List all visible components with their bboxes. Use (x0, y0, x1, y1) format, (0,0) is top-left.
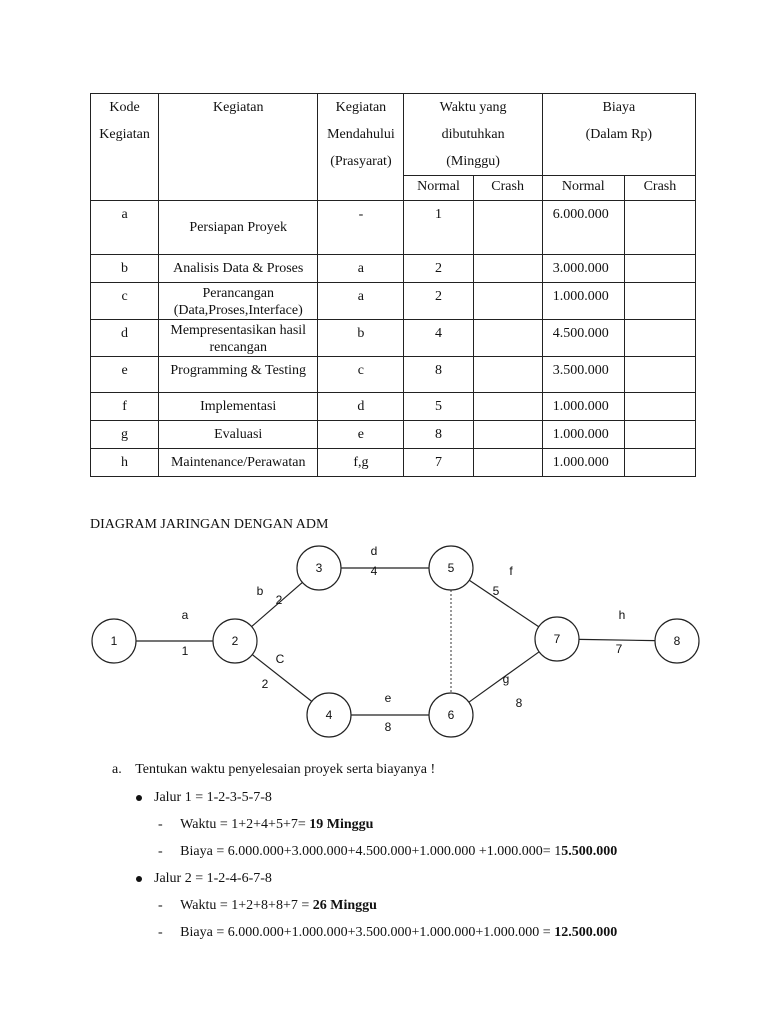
network-diagram (0, 540, 768, 750)
waktu-crash-cell (473, 201, 542, 255)
biaya-crash-cell (624, 393, 695, 421)
kode-cell: f (91, 393, 159, 421)
waktu-normal-cell: 4 (404, 320, 473, 357)
bullet-icon (136, 876, 142, 882)
kode-cell: e (91, 357, 159, 393)
question-a (112, 762, 435, 778)
header-kegiatan: Kegiatan (159, 94, 318, 201)
table-row (91, 283, 696, 320)
waktu-normal-cell: 7 (404, 449, 473, 477)
bullet-icon (136, 795, 142, 801)
kode-cell: b (91, 255, 159, 283)
activity-label-d: d (370, 544, 378, 558)
diagram-title: DIAGRAM JARINGAN DENGAN ADM (90, 517, 329, 532)
kegiatan-cell: Mempresentasikan hasil rencangan (159, 320, 318, 357)
question-marker: a. (112, 762, 122, 777)
path-2-waktu: - Waktu = 1+2+8+8+7 = 26 Minggu (158, 898, 377, 913)
prasyarat-cell: d (318, 393, 404, 421)
activity-label-a: a (181, 608, 189, 622)
activity-label-h: h (618, 608, 626, 622)
node-label-8: 8 (673, 634, 681, 648)
edge-7-8 (579, 639, 655, 640)
path-2-label: Jalur 2 = 1-2-4-6-7-8 (136, 871, 272, 887)
biaya-crash-cell (624, 421, 695, 449)
table-row (91, 320, 696, 357)
kode-cell: d (91, 320, 159, 357)
node-label-1: 1 (110, 634, 118, 648)
node-label-7: 7 (553, 632, 561, 646)
biaya-normal-cell: 4.500.000 (542, 320, 624, 357)
kegiatan-cell: Persiapan Proyek (159, 201, 318, 255)
waktu-crash-cell (473, 255, 542, 283)
node-label-6: 6 (447, 708, 455, 722)
header-biaya-normal: Normal (542, 176, 624, 201)
waktu-crash-cell (473, 357, 542, 393)
table-row (91, 393, 696, 421)
duration-label-f: 5 (492, 584, 500, 598)
biaya-crash-cell (624, 201, 695, 255)
biaya-normal-cell: 1.000.000 (542, 393, 624, 421)
duration-label-C: 2 (261, 677, 269, 691)
kode-cell: h (91, 449, 159, 477)
node-label-2: 2 (231, 634, 239, 648)
kegiatan-cell: Analisis Data & Proses (159, 255, 318, 283)
question-text: Tentukan waktu penyelesaian proyek serta biayanya ! (135, 762, 436, 777)
table-row (91, 255, 696, 283)
waktu-normal-cell: 5 (404, 393, 473, 421)
waktu-crash-cell (473, 393, 542, 421)
table-row (91, 421, 696, 449)
prasyarat-cell: f,g (318, 449, 404, 477)
biaya-normal-cell: 1.000.000 (542, 421, 624, 449)
duration-label-d: 4 (370, 564, 378, 578)
header-waktu: Waktu yang dibutuhkan (Minggu) (404, 94, 542, 176)
activity-label-b: b (256, 584, 264, 598)
kode-cell: g (91, 421, 159, 449)
table-row (91, 357, 696, 393)
header-waktu-crash: Crash (473, 176, 542, 201)
activity-label-f: f (509, 564, 513, 578)
duration-label-b: 2 (275, 593, 283, 607)
kegiatan-cell: Perancangan (Data,Proses,Interface) (159, 283, 318, 320)
biaya-normal-cell: 3.500.000 (542, 357, 624, 393)
node-label-4: 4 (325, 708, 333, 722)
path-1-waktu: - Waktu = 1+2+4+5+7= 19 Minggu (158, 817, 374, 832)
prasyarat-cell: - (318, 201, 404, 255)
biaya-crash-cell (624, 320, 695, 357)
header-biaya-crash: Crash (624, 176, 695, 201)
prasyarat-cell: c (318, 357, 404, 393)
table-row (91, 449, 696, 477)
header-biaya: Biaya (Dalam Rp) (542, 94, 695, 176)
header-waktu-normal: Normal (404, 176, 473, 201)
waktu-crash-cell (473, 449, 542, 477)
waktu-normal-cell: 8 (404, 357, 473, 393)
prasyarat-cell: a (318, 283, 404, 320)
header-kode: Kode Kegiatan (91, 94, 159, 201)
prasyarat-cell: e (318, 421, 404, 449)
waktu-crash-cell (473, 283, 542, 320)
path-1-label: Jalur 1 = 1-2-3-5-7-8 (136, 790, 272, 806)
edge-5-7 (469, 580, 538, 627)
duration-label-a: 1 (181, 644, 189, 658)
duration-label-g: 8 (515, 696, 523, 710)
waktu-normal-cell: 8 (404, 421, 473, 449)
activity-label-e: e (384, 691, 392, 705)
waktu-normal-cell: 2 (404, 283, 473, 320)
kode-cell: c (91, 283, 159, 320)
activity-table (90, 93, 696, 477)
waktu-crash-cell (473, 320, 542, 357)
duration-label-h: 7 (615, 642, 623, 656)
kode-cell: a (91, 201, 159, 255)
path-1-biaya: - Biaya = 6.000.000+3.000.000+4.500.000+1.000.000 +1.000.000= 15.500.000 (158, 844, 618, 859)
biaya-normal-cell: 1.000.000 (542, 283, 624, 320)
table-row (91, 201, 696, 255)
kegiatan-cell: Evaluasi (159, 421, 318, 449)
biaya-crash-cell (624, 255, 695, 283)
kegiatan-cell: Programming & Testing (159, 357, 318, 393)
biaya-normal-cell: 6.000.000 (542, 201, 624, 255)
activity-label-C: C (275, 652, 285, 666)
biaya-normal-cell: 3.000.000 (542, 255, 624, 283)
biaya-crash-cell (624, 357, 695, 393)
biaya-normal-cell: 1.000.000 (542, 449, 624, 477)
activity-label-g: g (502, 672, 510, 686)
waktu-crash-cell (473, 421, 542, 449)
waktu-normal-cell: 2 (404, 255, 473, 283)
kegiatan-cell: Implementasi (159, 393, 318, 421)
path-2-biaya: - Biaya = 6.000.000+1.000.000+3.500.000+1.000.000+1.000.000 = 12.500.000 (158, 925, 618, 940)
kegiatan-cell: Maintenance/Perawatan (159, 449, 318, 477)
prasyarat-cell: a (318, 255, 404, 283)
biaya-crash-cell (624, 283, 695, 320)
biaya-crash-cell (624, 449, 695, 477)
prasyarat-cell: b (318, 320, 404, 357)
waktu-normal-cell: 1 (404, 201, 473, 255)
duration-label-e: 8 (384, 720, 392, 734)
node-label-3: 3 (315, 561, 323, 575)
node-label-5: 5 (447, 561, 455, 575)
header-prasyarat: Kegiatan Mendahului (Prasyarat) (318, 94, 404, 201)
